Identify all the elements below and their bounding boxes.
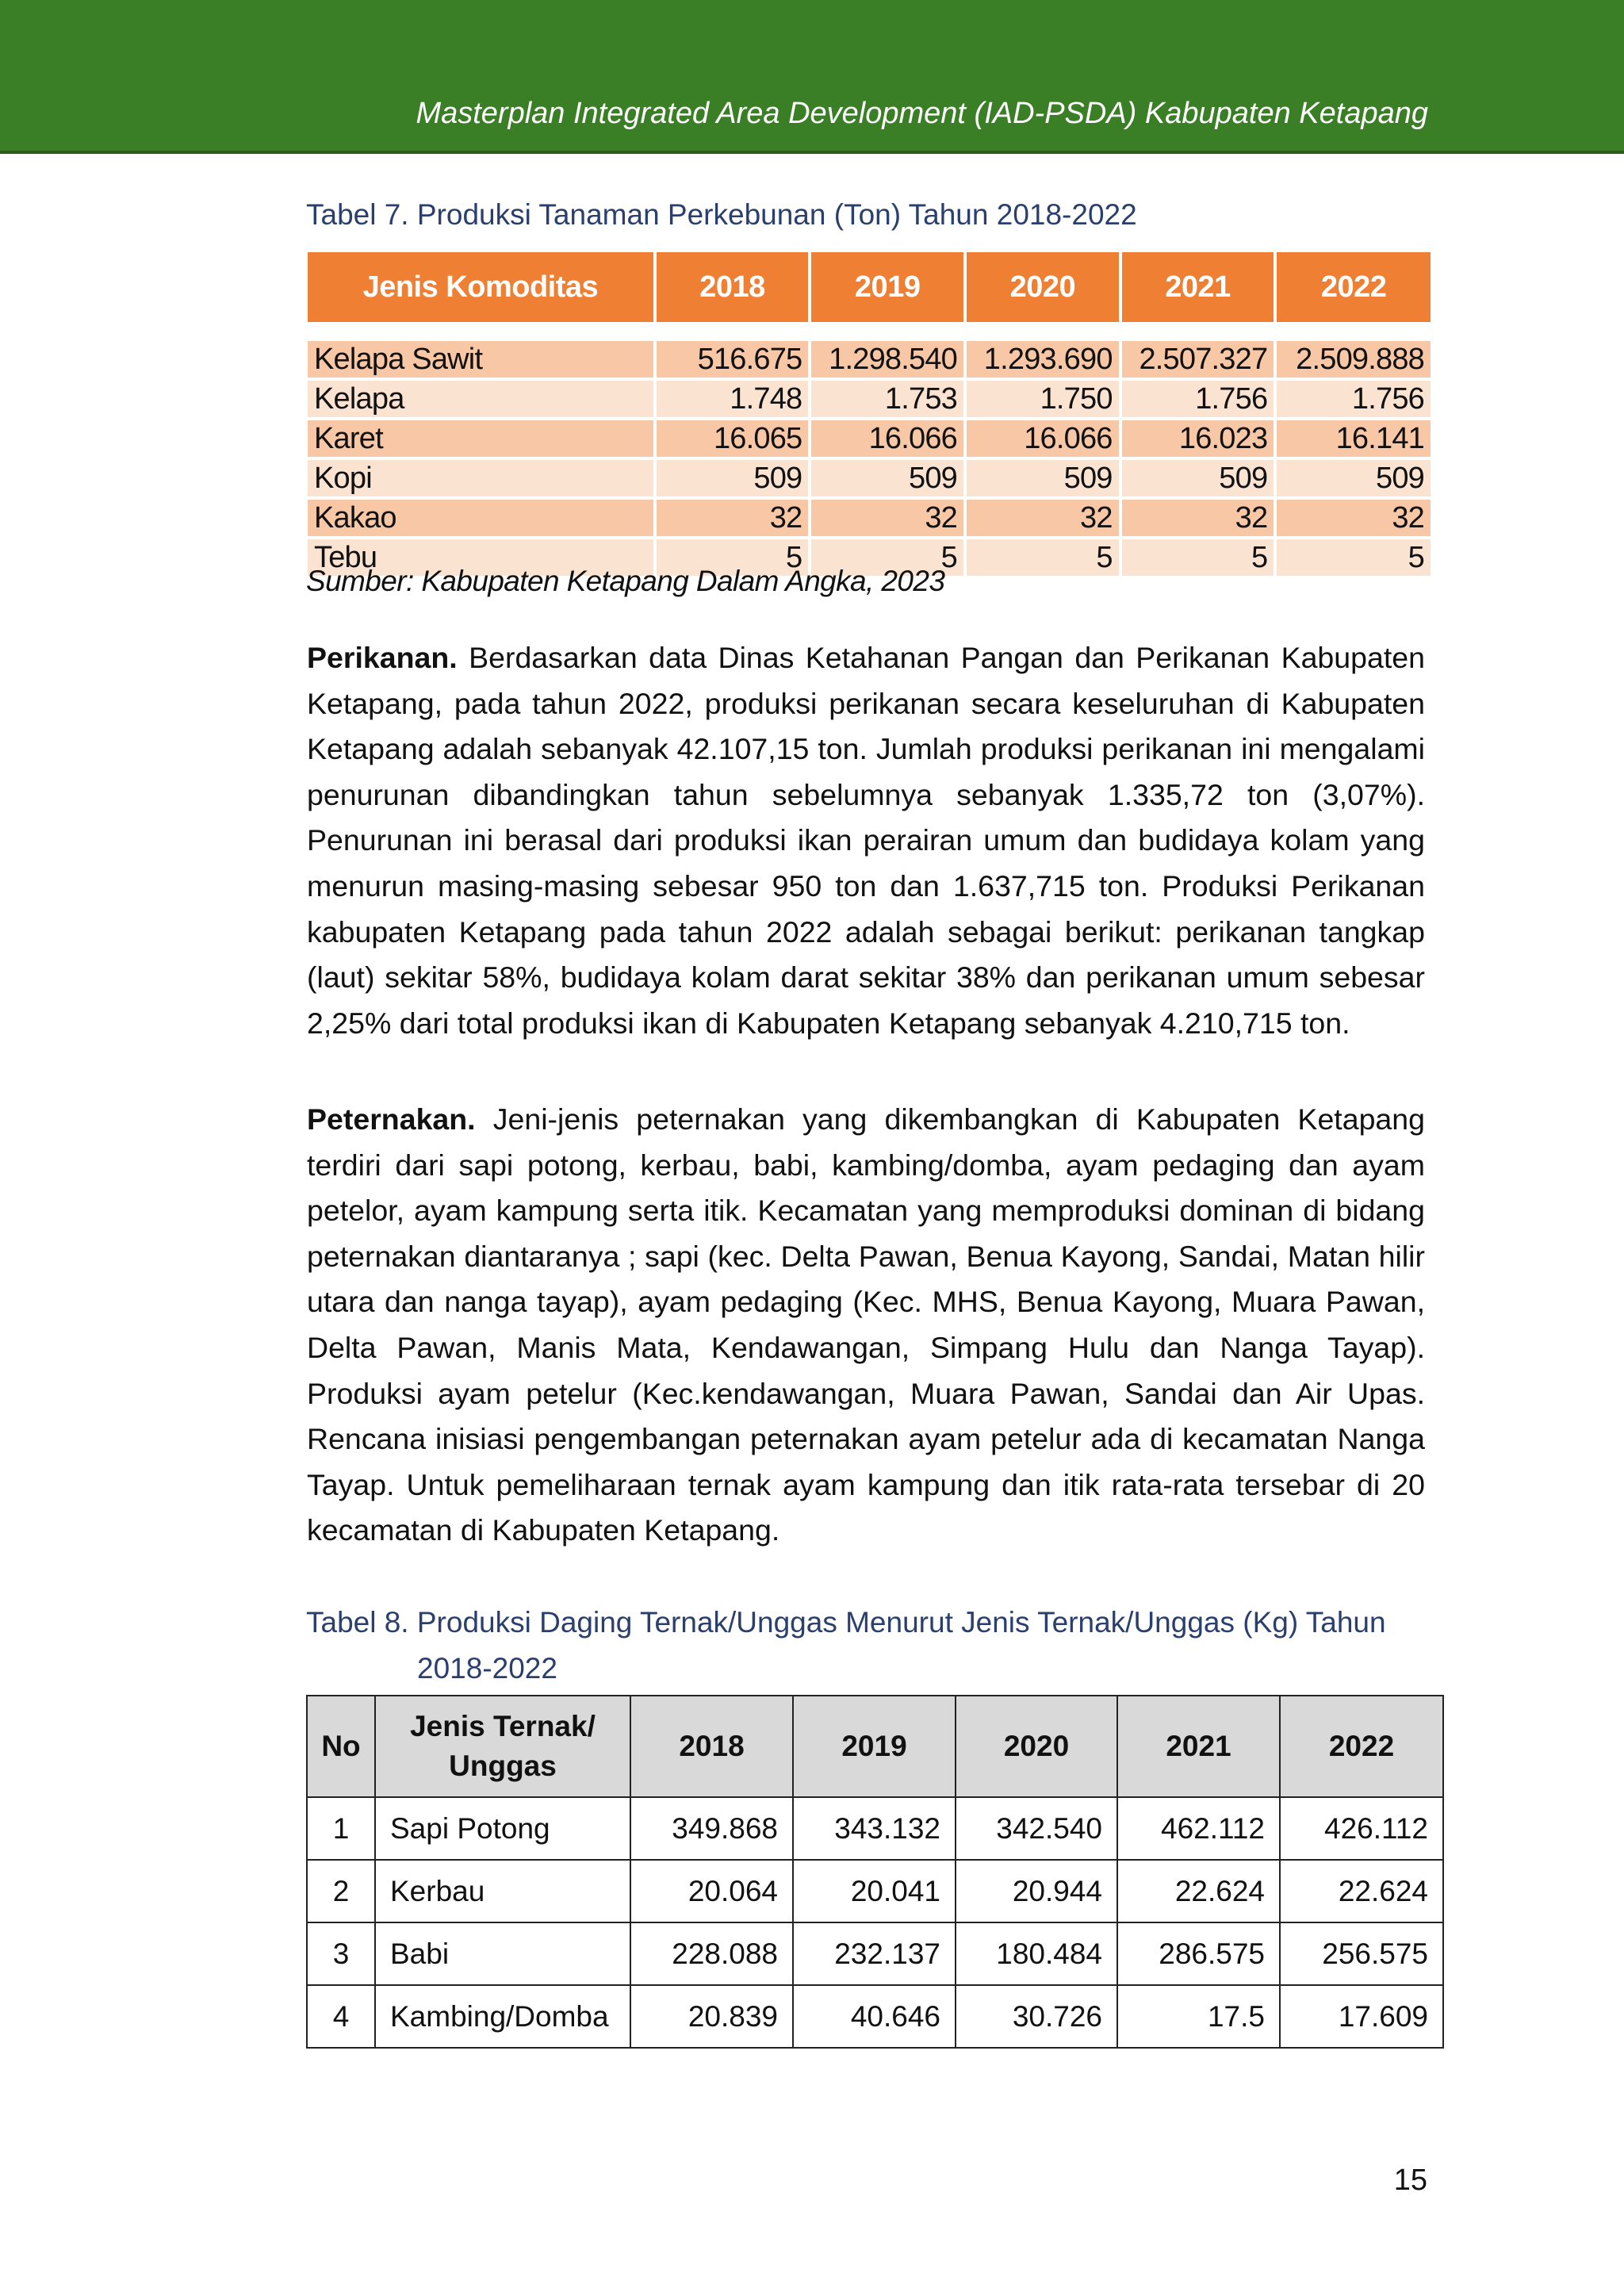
- table7-cell: 5: [657, 539, 809, 576]
- table8-caption-line1: Tabel 8. Produksi Daging Ternak/Unggas Menurut Jenis Ternak/Unggas (Kg) Tahun: [306, 1606, 1386, 1639]
- table8-cell: 342.540: [956, 1797, 1117, 1860]
- table7-cell: 32: [967, 500, 1119, 536]
- table7: [304, 249, 1434, 579]
- table-row: [308, 460, 1431, 496]
- table7-row-label: Kakao: [308, 500, 653, 536]
- table7-cell: 509: [967, 460, 1119, 496]
- table8-cell: 22.624: [1280, 1860, 1443, 1922]
- table7-header-cell: 2018: [657, 252, 809, 322]
- table7-cell: 2.507.327: [1122, 341, 1274, 378]
- table8-cell: 40.646: [793, 1985, 956, 2048]
- peternakan-heading: Peternakan.: [307, 1102, 476, 1136]
- table7-cell: 32: [811, 500, 963, 536]
- table-row: [307, 1797, 1443, 1860]
- table7-row-label: Karet: [308, 420, 653, 457]
- table8: [306, 1695, 1444, 2049]
- table8-row-label: Sapi Potong: [375, 1797, 630, 1860]
- table7-header-cell: 2022: [1277, 252, 1431, 322]
- table8-header-cell: 2022: [1280, 1696, 1443, 1797]
- table7-header-cell: 2019: [811, 252, 963, 322]
- table8-header-cell: No: [307, 1696, 375, 1797]
- table7-cell: 5: [1122, 539, 1274, 576]
- table7-cell: 509: [1122, 460, 1274, 496]
- table8-cell: 17.5: [1117, 1985, 1280, 2048]
- document-title: Masterplan Integrated Area Development (IAD-PSDA) Kabupaten Ketapang: [416, 97, 1428, 130]
- table7-header-cell: 2020: [967, 252, 1119, 322]
- table7-cell: 32: [1122, 500, 1274, 536]
- peternakan-paragraph: [307, 1097, 1425, 1554]
- table8-cell: 228.088: [630, 1922, 793, 1985]
- table7-cell: 16.141: [1277, 420, 1431, 457]
- table7-cell: 1.756: [1277, 381, 1431, 417]
- table8-cell: 30.726: [956, 1985, 1117, 2048]
- table-row: [307, 1985, 1443, 2048]
- page-number: 15: [1393, 2164, 1427, 2197]
- table8-cell: 286.575: [1117, 1922, 1280, 1985]
- table8-cell: 20.064: [630, 1860, 793, 1922]
- table8-cell: 256.575: [1280, 1922, 1443, 1985]
- table-row: [308, 500, 1431, 536]
- table8-cell: 22.624: [1117, 1860, 1280, 1922]
- table-row: [307, 1860, 1443, 1922]
- table-row: [308, 341, 1431, 378]
- table7-row-label: Kopi: [308, 460, 653, 496]
- table7-header-cell: Jenis Komoditas: [308, 252, 653, 322]
- table8-row-label: Babi: [375, 1922, 630, 1985]
- table8-cell: 343.132: [793, 1797, 956, 1860]
- table7-row-label: Tebu: [308, 539, 653, 576]
- table7-cell: 16.066: [967, 420, 1119, 457]
- table7-cell: 5: [811, 539, 963, 576]
- table8-cell: 180.484: [956, 1922, 1117, 1985]
- table7-cell: 16.023: [1122, 420, 1274, 457]
- table8-cell: 20.944: [956, 1860, 1117, 1922]
- table7-cell: 509: [657, 460, 809, 496]
- table8-header-cell: 2019: [793, 1696, 956, 1797]
- table8-header-cell: Jenis Ternak/ Unggas: [375, 1696, 630, 1797]
- table8-cell: 17.609: [1280, 1985, 1443, 2048]
- table8-header-cell: 2020: [956, 1696, 1117, 1797]
- table8-row-number: 3: [307, 1922, 375, 1985]
- table7-header-row: [308, 252, 1431, 322]
- table7-cell: 1.293.690: [967, 341, 1119, 378]
- table7-cell: 1.748: [657, 381, 809, 417]
- table7-cell: 16.066: [811, 420, 963, 457]
- table8-header-cell: 2018: [630, 1696, 793, 1797]
- table7-header-cell: 2021: [1122, 252, 1274, 322]
- table7-cell: 1.298.540: [811, 341, 963, 378]
- table8-header-row: [307, 1696, 1443, 1797]
- table7-row-label: Kelapa Sawit: [308, 341, 653, 378]
- table-row: [308, 381, 1431, 417]
- table7-cell: 1.753: [811, 381, 963, 417]
- table7-cell: 5: [1277, 539, 1431, 576]
- peternakan-text: Jeni-jenis peternakan yang dikembangkan di Kabupaten Ketapang terdiri dari sapi potong, kerbau, babi, kambing/domba, ayam pedaging dan ayam petelor, ayam kampung serta itik. Kecamatan yang memproduksi dominan di bidang peternakan diantaranya ; sapi (kec. Delta Pawan, Benua Kayong, Sandai, Matan hilir utara dan nanga tayap), ayam pedaging (Kec. MHS, Benua Kayong, Muara Pawan, Delta Pawan, Manis Mata, Kendawangan, Simpang Hulu dan Nanga Tayap). Produksi ayam petelur (Kec.kendawangan, Muara Pawan, Sandai dan Air Upas. Rencana inisiasi pengembangan peternakan ayam petelur ada di kecamatan Nanga Tayap. Untuk pemeliharaan ternak ayam kampung dan itik rata-rata tersebar di 20 kecamatan di Kabupaten Ketapang.: [307, 1102, 1425, 1547]
- table8-cell: 349.868: [630, 1797, 793, 1860]
- table-row: [307, 1922, 1443, 1985]
- table7-cell: 509: [1277, 460, 1431, 496]
- perikanan-paragraph: [307, 635, 1425, 1046]
- table7-cell: 1.750: [967, 381, 1119, 417]
- table7-cell: 516.675: [657, 341, 809, 378]
- table8-cell: 20.041: [793, 1860, 956, 1922]
- table8-row-label: Kambing/Domba: [375, 1985, 630, 2048]
- table8-row-number: 2: [307, 1860, 375, 1922]
- table8-cell: 426.112: [1280, 1797, 1443, 1860]
- table8-row-label: Kerbau: [375, 1860, 630, 1922]
- table7-source: Sumber: Kabupaten Ketapang Dalam Angka, 2023: [306, 565, 945, 597]
- table7-row-label: Kelapa: [308, 381, 653, 417]
- table-row: [308, 420, 1431, 457]
- table8-caption-line2: 2018-2022: [417, 1652, 557, 1685]
- table7-cell: 16.065: [657, 420, 809, 457]
- perikanan-heading: Perikanan.: [307, 641, 458, 674]
- table8-row-number: 1: [307, 1797, 375, 1860]
- table7-cell: 1.756: [1122, 381, 1274, 417]
- perikanan-text: Berdasarkan data Dinas Ketahanan Pangan dan Perikanan Kabupaten Ketapang, pada tahun 2022, produksi perikanan secara keseluruhan di Kabupaten Ketapang adalah sebanyak 42.107,15 ton. Jumlah produksi perikanan ini mengalami penurunan dibandingkan tahun sebelumnya sebanyak 1.335,72 ton (3,07%). Penurunan ini berasal dari produksi ikan perairan umum dan budidaya kolam yang menurun masing-masing sebesar 950 ton dan 1.637,715 ton. Produksi Perikanan kabupaten Ketapang pada tahun 2022 adalah sebagai berikut: perikanan tangkap (laut) sekitar 58%, budidaya kolam darat sekitar 38% dan perikanan umum sebesar 2,25% dari total produksi ikan di Kabupaten Ketapang sebanyak 4.210,715 ton.: [307, 641, 1425, 1040]
- table7-cell: 2.509.888: [1277, 341, 1431, 378]
- table8-cell: 462.112: [1117, 1797, 1280, 1860]
- table8-cell: 232.137: [793, 1922, 956, 1985]
- table7-cell: 5: [967, 539, 1119, 576]
- table8-header-cell: 2021: [1117, 1696, 1280, 1797]
- table8-cell: 20.839: [630, 1985, 793, 2048]
- table7-cell: 32: [1277, 500, 1431, 536]
- table7-caption: Tabel 7. Produksi Tanaman Perkebunan (Ton) Tahun 2018-2022: [306, 198, 1137, 231]
- header-band: [0, 0, 1624, 154]
- table7-cell: 32: [657, 500, 809, 536]
- table8-row-number: 4: [307, 1985, 375, 2048]
- table7-cell: 509: [811, 460, 963, 496]
